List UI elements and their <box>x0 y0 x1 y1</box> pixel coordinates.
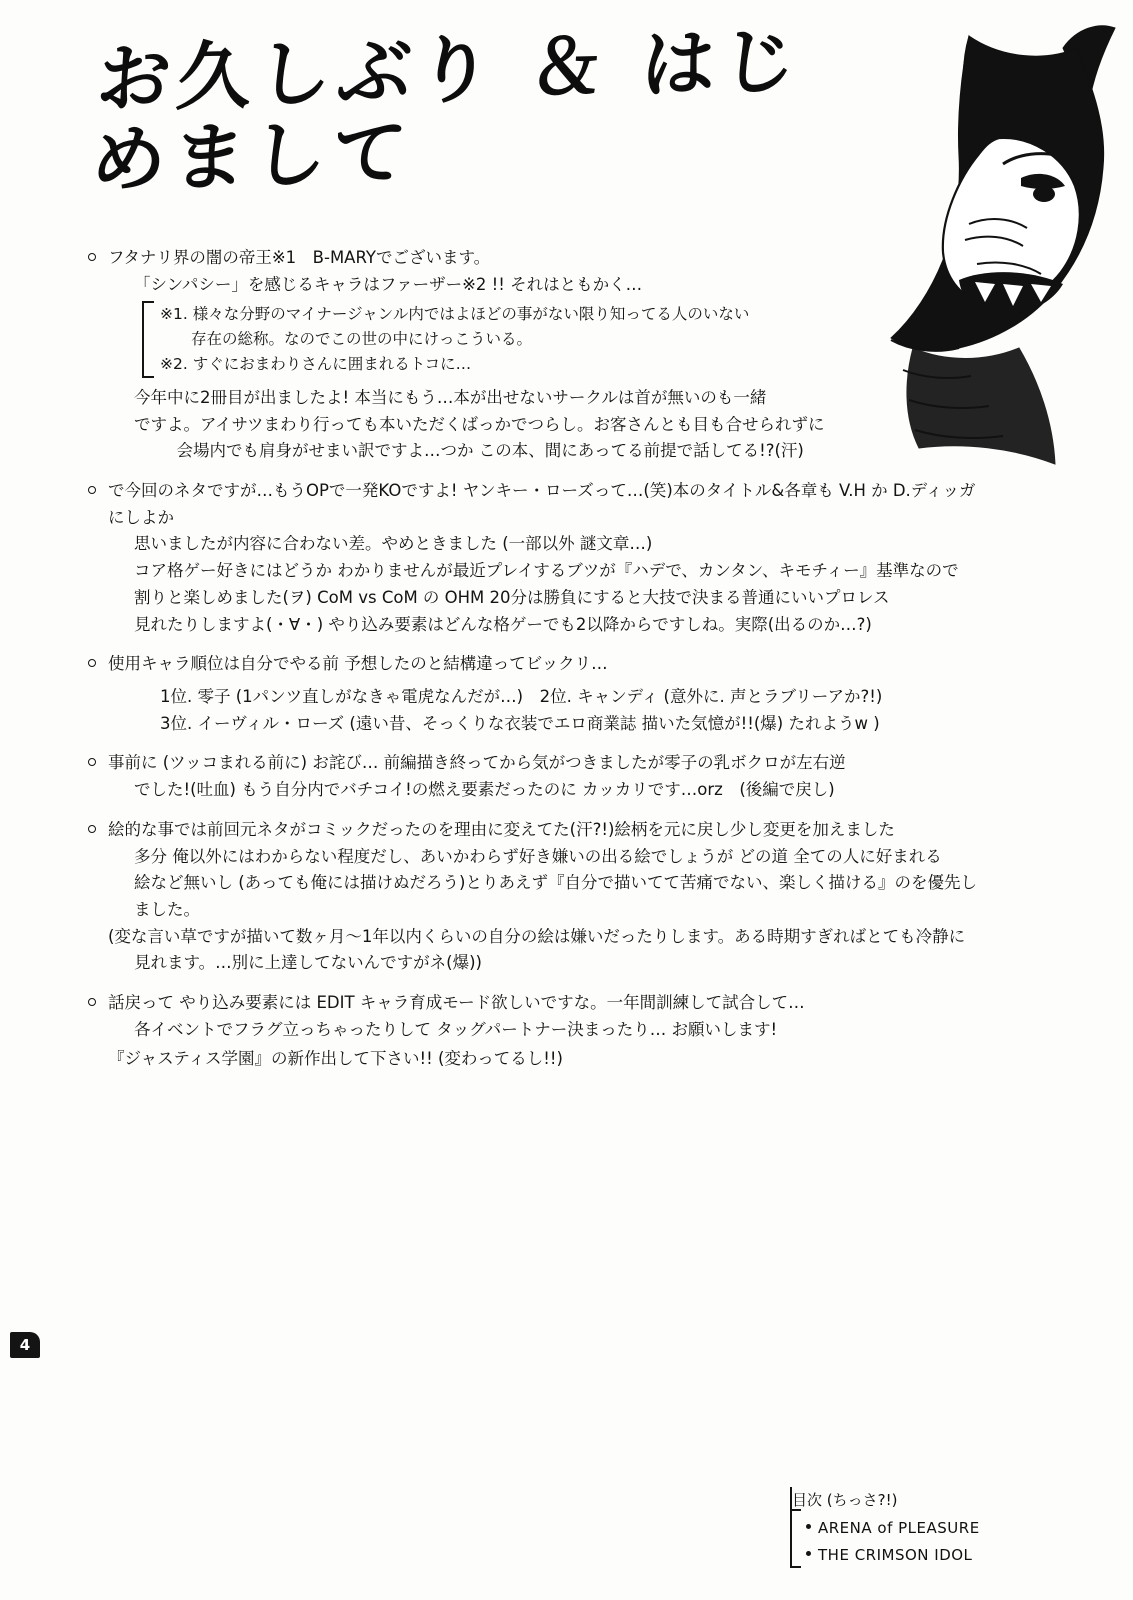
footnote-1b: 存在の総称。なのでこの世の中にけっこういる。 <box>160 330 533 349</box>
intro-line-2: 「シンパシー」を感じるキャラはファーザー※2 !! それはともかく… <box>134 274 643 294</box>
art-line-2: 多分 俺以外にはわからない程度だし、あいかわらず好き嫌いの出る絵でしょうが どの道 全ての人に好まれる <box>134 846 942 866</box>
page-title: お久しぶり ＆ はじめまして <box>89 18 805 205</box>
art-line-4: (変な言い草ですが描いて数ヶ月～1年以内くらいの自分の絵は嫌いだったりします。ある時期すぎればとても冷静に <box>108 926 966 946</box>
art-line-3: 絵など無いし (あっても俺には描けぬだろう)とりあえず『自分で描いてて苦痛でない、楽しく描ける』のを優先しました。 <box>134 873 977 920</box>
toc-item-arena: ARENA of PLEASURE <box>806 1515 1106 1541</box>
paragraph-apology <box>86 750 986 803</box>
intro-after-1: 今年中に2冊目が出ましたよ! 本当にもう…本が出せないサークルは首が無いのも一緒 <box>134 387 767 407</box>
apology-line-2: でした!(吐血) もう自分内でバチコイ!の燃え要素だったのに カッカリです…orz (後編で戻し) <box>134 780 835 800</box>
ranking-intro: 使用キャラ順位は自分でやる前 予想したのと結構違ってビックリ… <box>108 654 608 674</box>
content-line-2: 思いましたが内容に合わない差。やめときました (一部以外 謎文章…) <box>134 534 653 554</box>
page-number-badge: 4 <box>10 1332 40 1358</box>
content-line-5: 見れたりしますよ(・∀・) やり込み要素はどんな格ゲーでも2以降からですしね。実際(出るのか…?) <box>134 614 872 634</box>
toc-heading: 目次 (ちっさ?!) <box>792 1491 898 1509</box>
paragraph-request <box>86 990 986 1072</box>
footnote-2: ※2. すぐにおまわりさんに囲まれるトコに… <box>160 355 472 374</box>
art-line-1: 絵的な事では前回元ネタがコミックだったのを理由に変えてた(汗?!)絵柄を元に戻し少し変更を加えました <box>108 819 895 839</box>
intro-after-3: 会場内でも肩身がせまい訳ですよ…つか この本、間にあってる前提で話してる!?(汗) <box>160 441 804 461</box>
paragraph-art-talk <box>86 817 986 977</box>
intro-after-2: ですよ。アイサツまわり行っても本いただくばっかでつらし。お客さんとも目も合せられずに <box>134 414 825 434</box>
request-line-3: 『ジャスティス学園』の新作出して下さい!! (変わってるし!!) <box>108 1048 563 1068</box>
art-line-5: 見れます。…別に上達してないんですがネ(爆)) <box>134 953 482 973</box>
ranking-list <box>108 684 986 737</box>
content-line-3: コア格ゲー好きにはどうか わかりませんが最近プレイするブツが『ハデで、カンタン、キモチィー』基準なので <box>134 561 959 581</box>
paragraph-intro <box>86 245 986 465</box>
content-line-4: 割りと楽しめました(ヲ) CoM vs CoM の OHM 20分は勝負にすると大技で決まる普通にいいプロレス <box>134 587 890 607</box>
request-line-2: 各イベントでフラグ立っちゃったりして タッグパートナー決まったり… お願いします! <box>134 1019 778 1039</box>
toc-item-crimson-idol: THE CRIMSON IDOL <box>806 1542 1106 1568</box>
rank-line-2: 3位. イーヴィル・ローズ (遠い昔、そっくりな衣装でエロ商業誌 描いた気憶が!!(爆) たれようw ) <box>160 713 880 733</box>
content-line-1: で今回のネタですが…もうOPで一発KOですよ! ヤンキー・ローズって…(笑)本のタイトル&各章も V.H か D.ディッガにしよか <box>108 480 976 527</box>
paragraph-content-talk <box>86 478 986 638</box>
request-line-1: 話戻って やり込み要素には EDIT キャラ育成モード欲しいですな。一年間訓練して試合して… <box>108 993 805 1013</box>
footnote-block <box>142 302 986 376</box>
paragraph-ranking <box>86 651 986 737</box>
rank-line-1: 1位. 零子 (1パンツ直しがなきゃ電虎なんだが…) 2位. キャンディ (意外に. 声とラブリーアか?!) <box>160 687 883 707</box>
afterword-body <box>86 245 986 1085</box>
apology-line-1: 事前に (ツッコまれる前に) お詫び… 前編描き終ってから気がつきましたが零子の乳ボクロが左右逆 <box>108 753 846 773</box>
footnote-1a: ※1. 様々な分野のマイナージャンル内ではよほどの事がない限り知ってる人のいない <box>160 305 750 324</box>
intro-line-1: フタナリ界の闇の帝王※1 B-MARYでございます。 <box>108 248 491 267</box>
table-of-contents <box>790 1487 1106 1568</box>
